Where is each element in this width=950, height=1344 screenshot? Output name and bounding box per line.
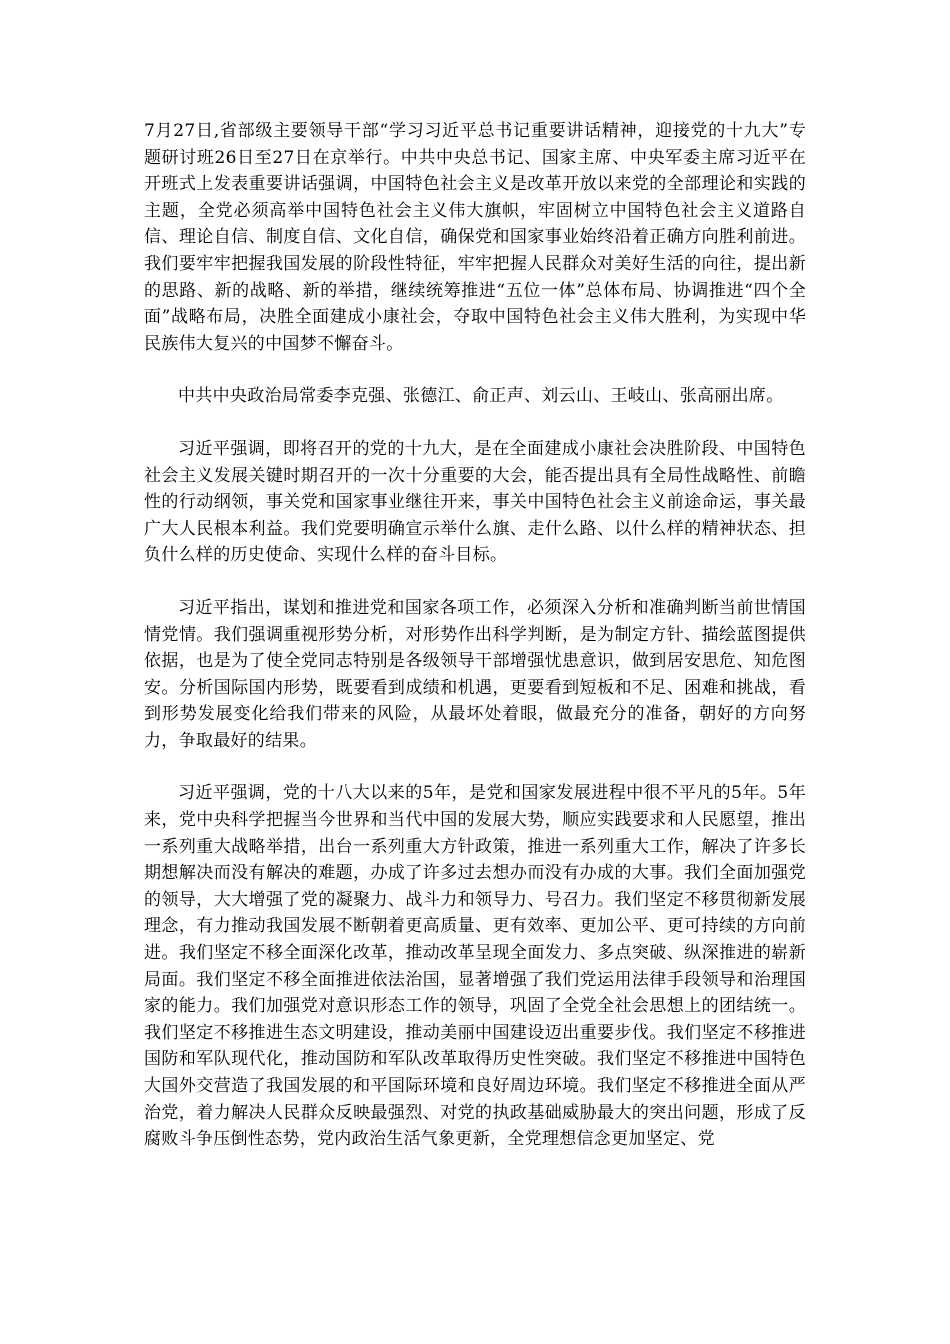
paragraph-intro: 7月27日,省部级主要领导干部“学习习近平总书记重要讲话精神，迎接党的十九大”专题研讨班26日至27日在京举行。中共中央总书记、国家主席、中央军委主席习近平在开班式上发表重要讲话强调，中国特色社会主义是改革开放以来党的全部理论和实践的主题，全党必须高举中国特色社会主义伟大旗帜，牢固树立中国特色社会主义道路自信、理论自信、制度自信、文化自信，确保党和国家事业始终沿着正确方向胜利前进。我们要牢牢把握我国发展的阶段性特征，牢牢把握人民群众对美好生活的向往，提出新的思路、新的战略、新的举措，继续统筹推进“五位一体”总体布局、协调推进“四个全面”战略布局，决胜全面建成小康社会，夺取中国特色社会主义伟大胜利，为实现中华民族伟大复兴的中国梦不懈奋斗。 (144, 121, 806, 354)
paragraph-situation: 习近平指出，谋划和推进党和国家各项工作，必须深入分析和准确判断当前世情国情党情。我们强调重视形势分析，对形势作出科学判断，是为制定方针、描绘蓝图提供依据，也是为了使全党同志特别是各级领导干部增强忧患意识，做到居安思危、知危图安。分析国际国内形势，既要看到成绩和机遇，更要看到短板和不足、困难和挑战，看到形势发展变化给我们带来的风险，从最坏处着眼，做最充分的准备，朝好的方向努力，争取最好的结果。 (144, 597, 806, 751)
document-page (144, 118, 806, 1179)
paragraph-five-years: 习近平强调，党的十八大以来的5年，是党和国家发展进程中很不平凡的5年。5年来，党中央科学把握当今世界和当代中国的发展大势，顺应实践要求和人民愿望，推出一系列重大战略举措，出台一系列重大方针政策，推进一系列重大工作，解决了许多长期想解决而没有解决的难题，办成了许多过去想办而没有办成的大事。我们全面加强党的领导，大大增强了党的凝聚力、战斗力和领导力、号召力。我们坚定不移贯彻新发展理念，有力推动我国发展不断朝着更高质量、更有效率、更加公平、更可持续的方向前进。我们坚定不移全面深化改革，推动改革呈现全面发力、多点突破、纵深推进的崭新局面。我们坚定不移全面推进依法治国，显著增强了我们党运用法律手段领导和治理国家的能力。我们加强党对意识形态工作的领导，巩固了全党全社会思想上的团结统一。我们坚定不移推进生态文明建设，推动美丽中国建设迈出重要步伐。我们坚定不移推进国防和军队现代化，推动国防和军队改革取得历史性突破。我们坚定不移推进中国特色大国外交营造了我国发展的和平国际环境和良好周边环境。我们坚定不移推进全面从严治党，着力解决人民群众反映最强烈、对党的执政基础威胁最大的突出问题，形成了反腐败斗争压倒性态势，党内政治生活气象更新，全党理想信念更加坚定、党 (144, 783, 806, 1150)
paragraph-congress: 习近平强调，即将召开的党的十九大，是在全面建成小康社会决胜阶段、中国特色社会主义发展关键时期召开的一次十分重要的大会，能否提出具有全局性战略性、前瞻性的行动纲领，事关党和国家事业继往开来，事关中国特色社会主义前途命运，事关最广大人民根本利益。我们党要明确宣示举什么旗、走什么路、以什么样的精神状态、担负什么样的历史使命、实现什么样的奋斗目标。 (144, 438, 806, 566)
paragraph-attendees: 中共中央政治局常委李克强、张德江、俞正声、刘云山、王岐山、张高丽出席。 (178, 386, 784, 407)
